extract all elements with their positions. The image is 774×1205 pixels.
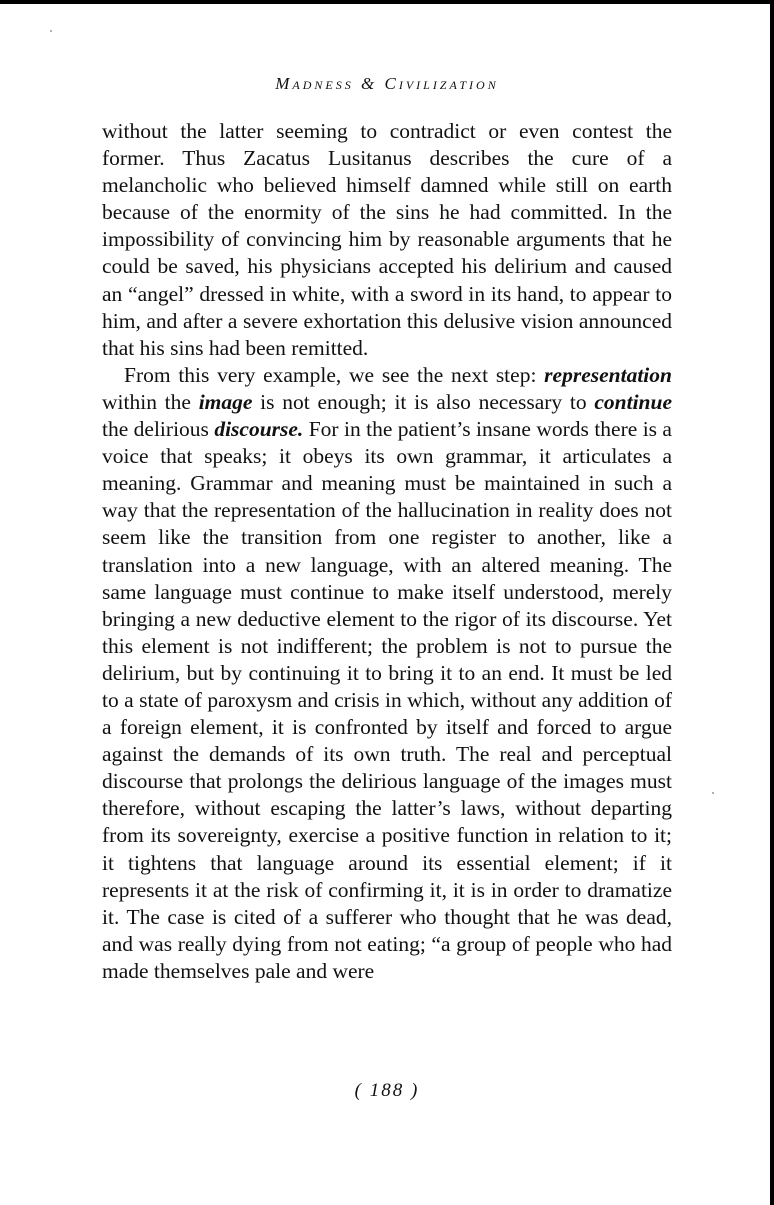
paragraph [102,362,672,985]
text-run: the delirious [102,417,215,442]
page-number: ( 188 ) [354,1080,420,1101]
body-text [102,118,672,985]
text-run: within the [102,389,199,414]
text-run: From this very example, we see the next step: [124,362,545,387]
text-run: without the latter seeming to contradict or even contest the former. Thus Zacatus Lusitanus describes the cure of a melancholic who believed himself damned while still on earth because of the enormity of the sins he had committed. In the impossibility of convincing him by reasonable arguments that he could be saved, his physicians accepted his delirium and caused an “angel” dressed in white, with a sword in its hand, to appear to him, and after a severe exhortation this delusive vision announced that his sins had been remitted. [102,119,672,360]
running-head: Madness & Civilization [275,74,499,93]
emphasized-text: discourse. [214,417,304,442]
scan-speck [50,30,52,32]
emphasized-text: representation [544,362,672,387]
text-run: is not enough; it is also necessary to [252,389,595,414]
emphasized-text: image [198,389,253,414]
emphasized-text: continue [594,389,672,414]
text-run: For in the patient’s insane words there is a voice that speaks; it obeys its own grammar, it articulates a meaning. Grammar and meaning must be maintained in such a way that the representation of the hallucination in reality does not seem like the transition from one register to another, like a translation into a new language, with an altered meaning. The same language must continue to make itself understood, merely bringing a new deductive element to the rigor of its discourse. Yet this element is not indifferent; the problem is not to pursue the delirium, but by continuing it to bring it to an end. It must be led to a state of paroxysm and crisis in which, without any addition of a foreign element, it is confronted by itself and forced to argue against the demands of its own truth. The real and perceptual discourse that prolongs the delirious language of the images must therefore, without escaping the latter’s laws, without departing from its sovereignty, exercise a positive function in relation to it; it tightens that language around its essential element; if it represents it at the risk of confirming it, it is in order to dramatize it. The case is cited of a sufferer who thought that he was dead, and was really dying from not eating; “a group of people who had made themselves pale and were [102,417,672,983]
scan-border-right [770,0,774,1205]
scan-border-top [0,0,774,4]
scan-speck [712,792,714,794]
paragraph [102,118,672,362]
